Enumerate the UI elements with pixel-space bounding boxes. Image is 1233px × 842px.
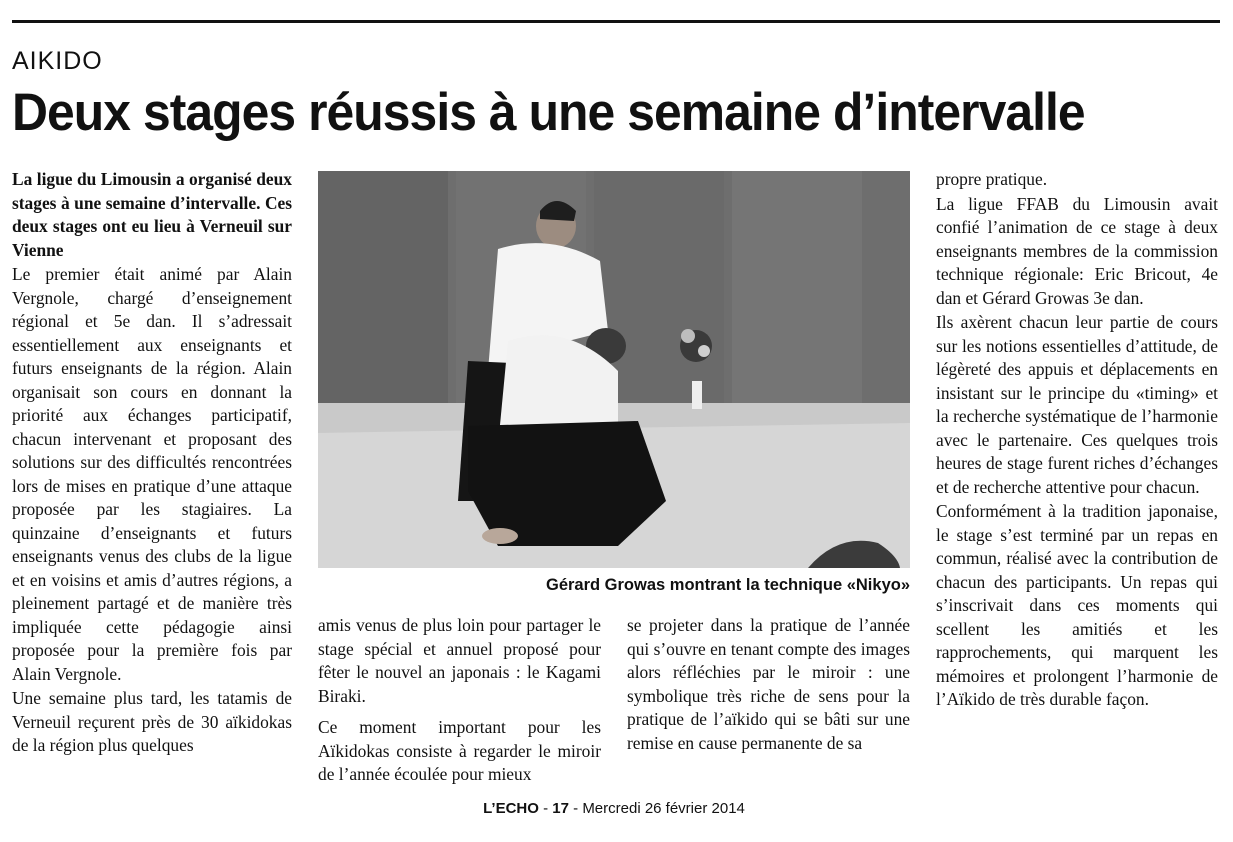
column-right [936,168,1218,712]
paragraph: Le premier était animé par Alain Vergnole, chargé d’enseignement régional et 5e dan. Il s’adressait essentiellement aux enseignants et futurs enseignants de la région. Alain organisait son cours en donnant la priorité aux échanges participatif, chacun intervenant et proposant des solutions sur des difficultés rencontrées lors de mises en pratique d’une attaque proposée par les stagiaires. La quinzaine d’enseignants et futurs enseignants venus des clubs de la ligue et en voisins et amis d’autres régions, a pleinement partagé et de manière très impliquée cette pédagogie ainsi proposée pour la première fois par Alain Vergnole. [12,264,292,684]
footer-separator: - [573,800,583,817]
column-middle-2 [627,614,910,755]
footer-separator: - [543,800,553,817]
paragraph: Une semaine plus tard, les tatamis de Verneuil reçurent près de 30 aïkidokas de la région plus quelques [12,688,292,755]
paragraph: Ils axèrent chacun leur partie de cours sur les notions essentielles d’attitude, de légèreté des appuis et déplacements en insistant sur le principe du «timing» et la recherche systématique de l’harmonie avec le partenaire. Ces quelques trois heures de stage furent riches d’échanges et de recherche attentive pour chacun. [936,312,1218,497]
paragraph: se projeter dans la pratique de l’année qui s’ouvre en tenant compte des images alors réfléchies par le miroir : une symbolique très riche de sens pour la pratique de l’aïkido qui se bâti sur une remise en cause permanente de sa [627,615,910,753]
header-rule [12,20,1220,23]
footer-page-number: 17 [552,800,569,817]
article-headline: Deux stages réussis à une semaine d’intervalle [12,83,1085,142]
aikido-photo-illustration [318,171,910,568]
paragraph: propre pratique. [936,169,1048,189]
paragraph: La ligue FFAB du Limousin avait confié l’animation de ce stage à deux enseignants membres de la commission technique régionale: Eric Bricout, 4e dan et Gérard Growas 3e dan. [936,193,1218,308]
article-photo [318,171,910,568]
footer-date: Mercredi 26 février 2014 [582,800,745,817]
column-left [12,168,292,758]
photo-caption: Gérard Growas montrant la technique «Nikyo» [545,576,910,594]
paragraph: amis venus de plus loin pour partager le stage spécial et annuel proposé pour fêter le nouvel an japonais : le Kagami Biraki. [318,615,601,706]
section-rubric: AIKIDO [12,47,103,75]
paragraph: Ce moment important pour les Aïkidokas consiste à regarder le miroir de l’année écoulée pour mieux [318,717,601,784]
page-footer [318,800,910,817]
footer-publication: L’ECHO [483,800,539,817]
article-lead: La ligue du Limousin a organisé deux stages à une semaine d’intervalle. Ces deux stages ont eu lieu à Verneuil sur Vienne [12,169,292,260]
column-middle-1 [318,614,601,787]
paragraph: Conformément à la tradition japonaise, le stage s’est terminé par un repas en commun, réalisé avec la contribution de chacun des participants. Un repas qui s’inscrivait dans ces moments qui scellent les amitiés et les rapprochements, qui marquent les mémoires et prolongent l’harmonie de l’Aïkido de très durable façon. [936,501,1218,709]
